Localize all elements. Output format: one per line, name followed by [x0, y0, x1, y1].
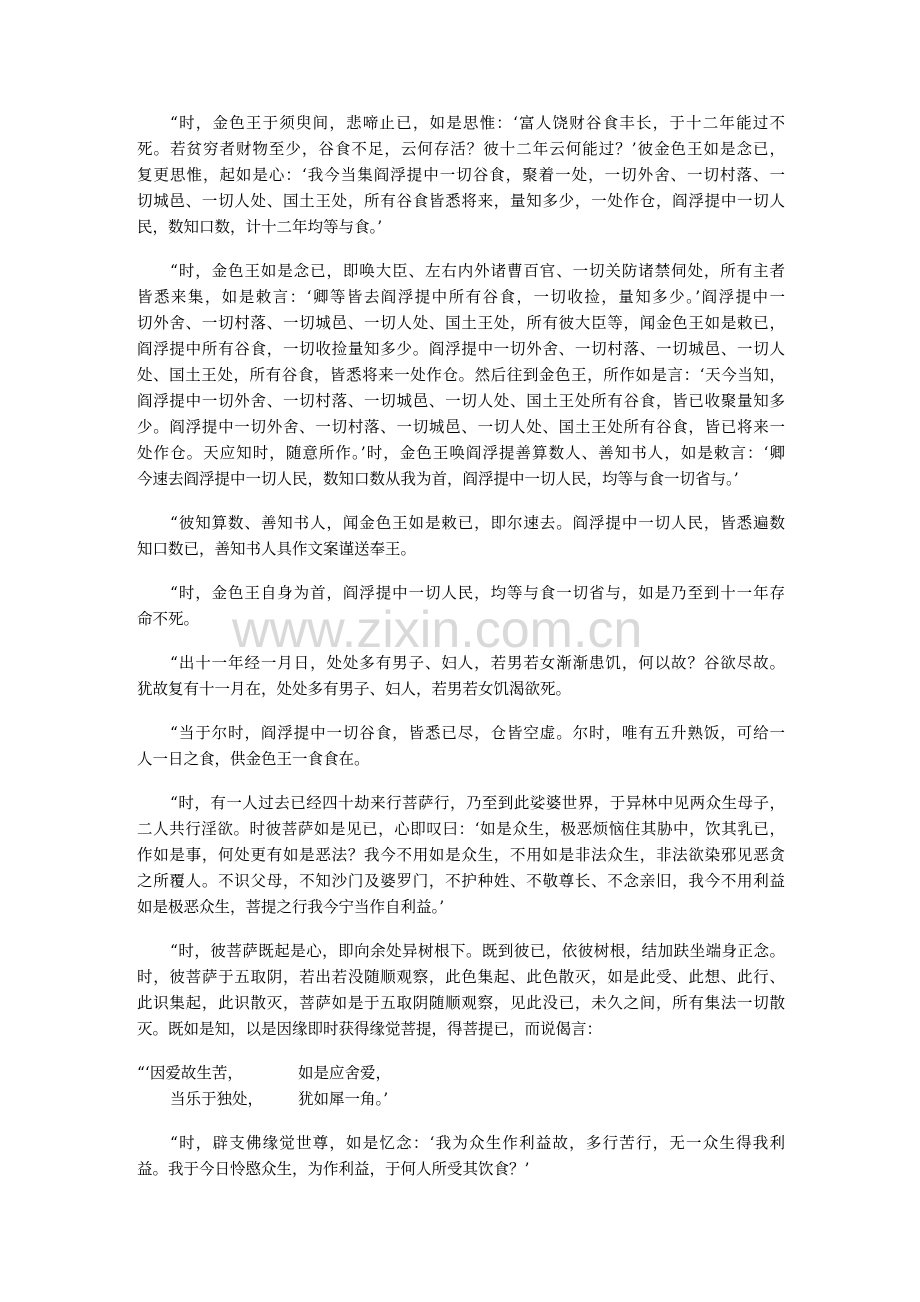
verse-line — [137, 1060, 785, 1086]
paragraph-line: “时，彼菩萨既起是心，即向余处异树根下。既到彼已，依彼树根，结加趺坐端身正念。 — [170, 942, 785, 960]
paragraph-line: 灭。既如是知，以是因缘即时获得缘觉菩提，得菩提已，而说偈言： — [137, 1020, 603, 1038]
document-body — [137, 110, 785, 1200]
paragraph-line: 二人共行淫欲。时彼菩萨如是见已，心即叹曰：‘如是众生，极恶烦恼住其胁中，饮其乳已， — [137, 820, 785, 838]
paragraph — [137, 580, 785, 632]
paragraph-line: “彼知算数、善知书人，闻金色王如是敕已，即尔速去。阎浮提中一切人民，皆悉遍数 — [170, 514, 785, 532]
paragraph-line: 知口数已，善知书人具作文案谨送奉王。 — [137, 540, 417, 558]
verse-phrase: “‘因爱故生苦， — [137, 1064, 243, 1082]
paragraph-line: 死。若贫穷者财物至少，谷食不足，云何存活？彼十二年云何能过？’彼金色王如是念已， — [137, 140, 785, 158]
paragraph-line: 人一日之食，供金色王一食食在。 — [137, 750, 370, 768]
paragraph-line: “出十一年经一月日，处处多有男子、妇人，若男若女渐渐患饥，何以故？谷欲尽故。 — [170, 654, 785, 672]
verse-phrase: 如是应舍爱， — [298, 1064, 392, 1082]
paragraph-line: “时，金色王如是念已，即唤大臣、左右内外诸曹百官、一切关防诸禁伺处，所有主者 — [170, 262, 785, 280]
paragraph-line: 阎浮提中一切外舍、一切村落、一切城邑、一切人处、国土王处所有谷食，皆已收聚量知多 — [137, 392, 785, 410]
paragraph-line: “时，有一人过去已经四十劫来行菩萨行，乃至到此娑婆世界，于异林中见两众生母子， — [170, 794, 785, 812]
paragraph — [137, 1130, 785, 1182]
paragraph-line: 处作仓。天应知时，随意所作。’时，金色王唤阎浮提善算数人、善知书人，如是敕言：‘卿 — [137, 444, 785, 462]
watermark: www.zixin.com.cn — [232, 601, 643, 659]
paragraph-line: 民，数知口数，计十二年均等与食。’ — [137, 218, 383, 236]
verse-phrase: 当乐于独处， — [170, 1090, 264, 1108]
paragraph-line: 复更思惟，起如是心：‘我今当集阎浮提中一切谷食，聚着一处，一切外舍、一切村落、一 — [137, 166, 785, 184]
paragraph-line: 皆悉来集，如是敕言：‘卿等皆去阎浮提中所有谷食，一切收捡，量知多少。’阎浮提中一 — [137, 288, 785, 306]
paragraph — [137, 650, 785, 702]
paragraph-line: 益。我于今日怜愍众生，为作利益，于何人所受其饮食？’ — [137, 1160, 530, 1178]
paragraph-line: 如是极恶众生，菩提之行我今宁当作自利益。’ — [137, 898, 445, 916]
paragraph — [137, 258, 785, 492]
paragraph-line: 之所覆人。不识父母，不知沙门及婆罗门，不护种姓、不敬尊长、不念亲旧，我今不用利益 — [137, 872, 785, 890]
paragraph-line: 犹故复有十一月在，处处多有男子、妇人，若男若女饥渴欲死。 — [137, 680, 572, 698]
paragraph-line: 处、国土王处，所有谷食，皆悉将来一处作仓。然后往到金色王，所作如是言：‘天今当知， — [137, 366, 785, 384]
paragraph-line: “时，金色王于须臾间，悲啼止已，如是思惟：‘富人饶财谷食丰长，于十二年能过不 — [170, 114, 785, 132]
paragraph-line: 今速去阎浮提中一切人民，数知口数从我为首，阎浮提中一切人民，均等与食一切省与。’ — [137, 470, 739, 488]
paragraph-line: 阎浮提中所有谷食，一切收捡量知多少。阎浮提中一切外舍、一切村落、一切城邑、一切人 — [137, 340, 785, 358]
paragraph-line: “当于尔时，阎浮提中一切谷食，皆悉已尽，仓皆空虚。尔时，唯有五升熟饭，可给一 — [170, 724, 785, 742]
paragraph-line: 少。阎浮提中一切外舍、一切村落、一切城邑、一切人处、国土王处所有谷食，皆已将来一 — [137, 418, 785, 436]
paragraph-line: “时，金色王自身为首，阎浮提中一切人民，均等与食一切省与，如是乃至到十一年存 — [170, 584, 785, 602]
verse — [137, 1060, 785, 1112]
verse-phrase: 犹如犀一角。’ — [298, 1090, 389, 1108]
verse-line — [137, 1086, 785, 1112]
paragraph — [137, 110, 785, 240]
paragraph — [137, 790, 785, 920]
paragraph-line: 时，彼菩萨于五取阴，若出若没随顺观察，此色集起、此色散灭，如是此受、此想、此行、 — [137, 968, 785, 986]
paragraph-line: 切城邑、一切人处、国土王处，所有谷食皆悉将来，量知多少，一处作仓，阎浮提中一切人 — [137, 192, 785, 210]
paragraph-line: 命不死。 — [137, 610, 200, 628]
paragraph-line: 作如是事，何处更有如是恶法？我今不用如是众生，不用如是非法众生，非法欲染邪见恶贪 — [137, 846, 785, 864]
paragraph — [137, 510, 785, 562]
paragraph-line: “时，辟支佛缘觉世尊，如是忆念：‘我为众生作利益故，多行苦行，无一众生得我利 — [170, 1134, 785, 1152]
paragraph — [137, 720, 785, 772]
paragraph-line: 此识集起，此识散灭，菩萨如是于五取阴随顺观察，见此没已，未久之间，所有集法一切散 — [137, 994, 785, 1012]
paragraph-line: 切外舍、一切村落、一切城邑、一切人处、国土王处，所有彼大臣等，闻金色王如是敕已， — [137, 314, 785, 332]
paragraph — [137, 938, 785, 1042]
